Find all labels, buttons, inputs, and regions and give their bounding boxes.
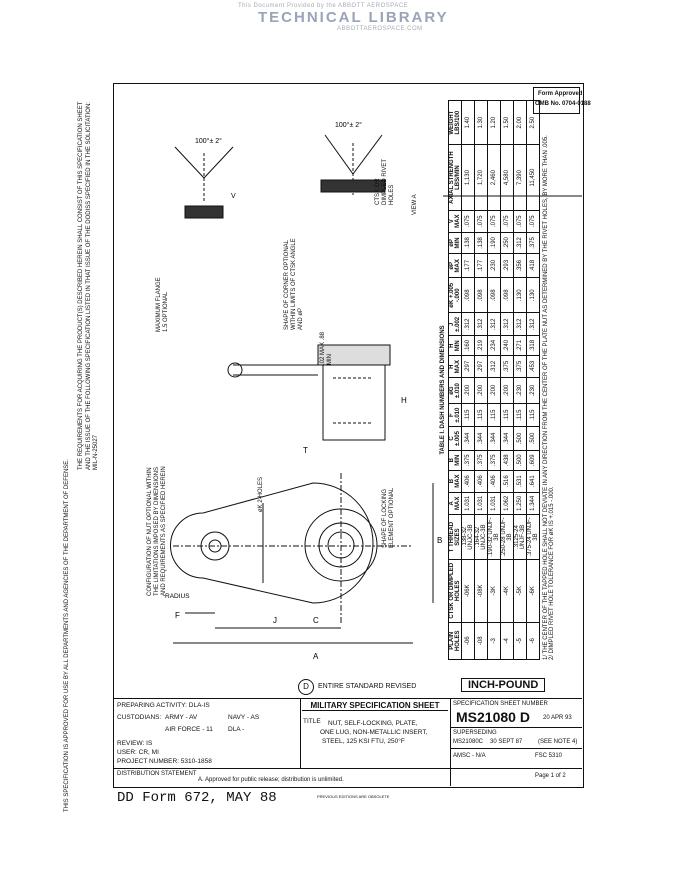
table-cell: .344 bbox=[462, 427, 475, 451]
table-cell: .375 bbox=[501, 356, 514, 378]
table-cell: .375 bbox=[488, 450, 501, 470]
table-cell: .115 bbox=[475, 404, 488, 427]
ctsk-note: CTSK OR DIMPLED RIVET HOLES bbox=[375, 159, 395, 205]
table-cell: .115 bbox=[527, 404, 540, 427]
col-h-max: H MAX bbox=[449, 356, 462, 378]
ctsk-section-1 bbox=[185, 206, 223, 218]
dd-form-label: DD Form 672, MAY 88 bbox=[117, 790, 277, 806]
table-cell: .609 bbox=[527, 450, 540, 470]
table-cell: .075 bbox=[527, 210, 540, 232]
table-cell: .075 bbox=[514, 210, 527, 232]
header-source: This Document Provided by the ABBOTT AEROSPACE bbox=[238, 3, 409, 9]
table-cell: .500 bbox=[514, 427, 527, 451]
table-cell: .075 bbox=[488, 210, 501, 232]
requirements-note: THE REQUIREMENTS FOR ACQUIRING THE PRODUCT(S) DESCRIBED HEREIN SHALL CONSIST OF THIS SPECIFICATION SHEET AND THE ISSUE OF THE FOLLOWING SPECIFICATION LISTED IN THAT ISSUE OF THE DODISS SPECIFIED IN THE SOLICITATION: MIL-N-25027 bbox=[78, 101, 99, 470]
table-cell: .115 bbox=[514, 404, 527, 427]
table-cell: 1,720 bbox=[475, 145, 488, 210]
table-cell: 1.20 bbox=[488, 101, 501, 145]
table-cell: .098 bbox=[501, 278, 514, 313]
table-cell: .138 bbox=[462, 232, 475, 254]
table-row bbox=[514, 101, 527, 660]
table-cell: -08 bbox=[475, 622, 488, 659]
table-cell: .190 bbox=[488, 232, 501, 254]
table-cell: .375 bbox=[462, 450, 475, 470]
table-cell: .115 bbox=[501, 404, 514, 427]
table-row bbox=[488, 101, 501, 660]
table-cell: .375 bbox=[475, 450, 488, 470]
table-cell: .312 bbox=[488, 313, 501, 336]
col-j: J ±.002 bbox=[449, 313, 462, 336]
table-cell: 2.00 bbox=[514, 101, 527, 145]
table-title: TABLE I. DASH NUMBERS AND DIMENSIONS bbox=[440, 325, 446, 455]
header-url: ABBOTTAEROSPACE.COM bbox=[337, 26, 423, 32]
table-cell: .075 bbox=[475, 210, 488, 232]
corner-note: SHAPE OF CORNER OPTIONAL WITHIN LIMITS OF CTSK ANGLE AND øP bbox=[284, 238, 304, 330]
table-cell: .312 bbox=[514, 313, 527, 336]
title-line-1: NUT, SELF-LOCKING, PLATE, bbox=[328, 720, 418, 727]
table-cell: .344 bbox=[501, 427, 514, 451]
table-cell: .375 bbox=[514, 356, 527, 378]
table-cell: .418 bbox=[527, 254, 540, 278]
table-cell: .160 bbox=[462, 336, 475, 356]
see-note: (SEE NOTE 4) bbox=[538, 739, 578, 745]
table-cell: .138 bbox=[475, 232, 488, 254]
table-cell: .312 bbox=[462, 313, 475, 336]
superseding-number: MS21080C bbox=[453, 739, 484, 745]
revised-text: ENTIRE STANDARD REVISED bbox=[318, 683, 417, 690]
amsc-label: AMSC - N/A bbox=[453, 753, 486, 759]
angle-label-1: 100°± 2° bbox=[195, 138, 222, 145]
table-cell: .293 bbox=[501, 254, 514, 278]
table-cell: .500 bbox=[527, 427, 540, 451]
col-k: øK +.005 -.000 bbox=[449, 278, 462, 313]
table-cell: .098 bbox=[462, 278, 475, 313]
table-cell: .075 bbox=[462, 210, 475, 232]
table-cell: -5 bbox=[514, 622, 527, 659]
table-cell: .230 bbox=[514, 378, 527, 404]
table-cell: .3125-24 UNJF-3B bbox=[514, 515, 527, 560]
table-cell: .250 bbox=[501, 232, 514, 254]
title-line-2: ONE LUG, NON-METALLIC INSERT, bbox=[320, 729, 428, 736]
col-p-max: øP MAX bbox=[449, 254, 462, 278]
table-cell: 1.30 bbox=[475, 101, 488, 145]
revision-letter: D bbox=[298, 679, 314, 695]
table-cell: -06 bbox=[462, 622, 475, 659]
t-dim-label: T bbox=[303, 446, 308, 455]
approval-note: THIS SPECIFICATION IS APPROVED FOR USE BY ALL DEPARTMENTS AND AGENCIES OF THE DEPARTMENT OF DEFENSE. bbox=[64, 459, 70, 812]
mil-spec-title: MILITARY SPECIFICATION SHEET bbox=[302, 701, 448, 711]
flange-note: MAXIMUM FLANGE 1.5 OPTIONAL bbox=[156, 277, 169, 332]
table-cell: 1.344 bbox=[527, 492, 540, 514]
distribution-label: DISTRIBUTION STATEMENT bbox=[117, 771, 197, 777]
review-label: REVIEW: IS bbox=[117, 740, 153, 747]
table-cell: .312 bbox=[514, 232, 527, 254]
table-cell: .312 bbox=[527, 313, 540, 336]
table-cell: .250-28 UNJF-3B bbox=[501, 515, 514, 560]
nut-body bbox=[323, 365, 385, 440]
table-row bbox=[475, 101, 488, 660]
col-h-min: H MIN bbox=[449, 336, 462, 356]
table-cell: .344 bbox=[488, 427, 501, 451]
radius-label: RADIUS bbox=[165, 593, 190, 600]
table-cell: .138-32 UNJC-3B bbox=[462, 515, 475, 560]
form-approved-label: Form Approved bbox=[538, 91, 583, 97]
table-cell: .200 bbox=[462, 378, 475, 404]
col-b-max: B MAX bbox=[449, 470, 462, 492]
table-note-1: 1/ THE CENTER OF THE TAPPED HOLE SHALL NOT DEVIATE IN ANY DIRECTION FROM THE CENTER OF THE PLATE NUT AS DETERMINED BY THE RIVET HOLES, BY MORE THAN .005. bbox=[543, 135, 549, 660]
omb-number: OMB No. 0704-0188 bbox=[535, 101, 591, 107]
table-cell: -4K bbox=[501, 560, 514, 623]
table-cell: .406 bbox=[488, 470, 501, 492]
table-cell: .312 bbox=[501, 313, 514, 336]
table-cell: .200 bbox=[501, 378, 514, 404]
table-cell: .219 bbox=[475, 336, 488, 356]
table-cell: -06K bbox=[462, 560, 475, 623]
table-cell: 1.031 bbox=[475, 492, 488, 514]
table-cell: .406 bbox=[462, 470, 475, 492]
b-dim-label: B bbox=[437, 536, 443, 545]
col-plain: PLAIN HOLES bbox=[449, 622, 462, 659]
f-dim-label: F bbox=[175, 611, 180, 620]
v-label: V bbox=[231, 193, 236, 200]
project-number: PROJECT NUMBER: 5310-1858 bbox=[117, 758, 212, 765]
table-cell: .356 bbox=[514, 254, 527, 278]
table-cell: .177 bbox=[462, 254, 475, 278]
col-t: T THREAD SIZES bbox=[449, 515, 462, 560]
table-cell: -6 bbox=[527, 622, 540, 659]
table-cell: 1.062 bbox=[501, 492, 514, 514]
table-cell: .098 bbox=[488, 278, 501, 313]
inch-pound-label: INCH-POUND bbox=[461, 678, 545, 692]
table-cell: 2,460 bbox=[488, 145, 501, 210]
table-cell: .318 bbox=[527, 336, 540, 356]
table-cell: .516 bbox=[501, 470, 514, 492]
table-cell: .098 bbox=[475, 278, 488, 313]
table-cell: .375 bbox=[527, 232, 540, 254]
table-row bbox=[462, 101, 475, 660]
dash-table-container bbox=[440, 100, 555, 660]
table-cell: .312 bbox=[488, 356, 501, 378]
table-cell: .200 bbox=[488, 378, 501, 404]
table-cell: .344 bbox=[475, 427, 488, 451]
table-note-2: 2/ DIMPLED RIVET HOLE TOLERANCE FOR øK IS +.015 -.000. bbox=[549, 486, 555, 660]
table-cell: .312 bbox=[475, 313, 488, 336]
table-cell: .164-32 UNJC-3B bbox=[475, 515, 488, 560]
table-cell: -3 bbox=[488, 622, 501, 659]
col-v: V MAX bbox=[449, 210, 462, 232]
superseding-date: 30 SEPT 87 bbox=[490, 739, 523, 745]
view-a-label: VIEW A bbox=[412, 194, 418, 215]
dash-numbers-table bbox=[448, 100, 540, 660]
obsolete-label: PREVIOUS EDITIONS ARE OBSOLETE bbox=[317, 794, 390, 799]
table-cell: -4 bbox=[501, 622, 514, 659]
col-strength: AXIAL STRENGTH LBS/MIN bbox=[449, 145, 462, 210]
angle-label-2: 100°± 2° bbox=[335, 122, 362, 129]
table-cell: .075 bbox=[501, 210, 514, 232]
spec-date: 20 APR 93 bbox=[543, 715, 572, 721]
col-ctsk: CTSK OR DIMPLED HOLES bbox=[449, 560, 462, 623]
superseding-label: SUPERSEDING bbox=[453, 730, 497, 736]
header-title: TECHNICAL LIBRARY bbox=[258, 9, 449, 26]
title-label: TITLE bbox=[303, 718, 321, 725]
user-label: USER: CR, MI bbox=[117, 749, 159, 756]
table-row bbox=[527, 101, 540, 660]
table-cell: .297 bbox=[462, 356, 475, 378]
table-cell: 1.031 bbox=[462, 492, 475, 514]
spec-number: MS21080 D bbox=[456, 709, 530, 725]
table-cell: .375-24 UNJF-3B bbox=[527, 515, 540, 560]
table-cell: 1.50 bbox=[501, 101, 514, 145]
table-cell: .240 bbox=[501, 336, 514, 356]
table-cell: .500 bbox=[514, 450, 527, 470]
custodians-label: CUSTODIANS: bbox=[117, 714, 162, 721]
table-cell: 1.031 bbox=[488, 492, 501, 514]
table-cell: 1.250 bbox=[514, 492, 527, 514]
holes-note: øK 2-HOLES bbox=[258, 476, 264, 512]
table-cell: -3K bbox=[488, 560, 501, 623]
table-cell: 4,580 bbox=[501, 145, 514, 210]
c-dim-label: C bbox=[313, 616, 319, 625]
table-cell: .190-32 UNJF-3B bbox=[488, 515, 501, 560]
distribution-text: A. Approved for public release; distribution is unlimited. bbox=[198, 777, 344, 783]
dash-table-body bbox=[462, 101, 540, 660]
config-note: CONFIGURATION OF NUT OPTIONAL WITHIN THE LIMITATIONS IMPOSED BY DIMENSIONS AND REQUIREMENTS AS SPECIFIED HEREIN bbox=[147, 466, 167, 596]
table-cell: .438 bbox=[501, 450, 514, 470]
col-weight: WEIGHT LBS/100 bbox=[449, 101, 462, 145]
table-cell: 1,130 bbox=[462, 145, 475, 210]
col-c: C ±.005 bbox=[449, 427, 462, 451]
col-b-min: B MIN bbox=[449, 450, 462, 470]
table-cell: .453 bbox=[527, 356, 540, 378]
table-cell: .230 bbox=[488, 254, 501, 278]
page-number: Page 1 of 2 bbox=[535, 773, 566, 779]
table-cell: .200 bbox=[475, 378, 488, 404]
table-cell: -08K bbox=[475, 560, 488, 623]
spec-sheet-label: SPECIFICATION SHEET NUMBER bbox=[453, 701, 548, 707]
col-f: F ±.010 bbox=[449, 404, 462, 427]
table-cell: .115 bbox=[488, 404, 501, 427]
table-cell: 11,450 bbox=[527, 145, 540, 210]
table-cell: .115 bbox=[462, 404, 475, 427]
title-line-3: STEEL, 125 KSI FTU, 250°F bbox=[322, 738, 405, 745]
table-cell: .531 bbox=[514, 470, 527, 492]
h-dim-label: H bbox=[401, 396, 407, 405]
j-dim-label: J bbox=[273, 616, 277, 625]
a-dim-label: A bbox=[313, 652, 319, 661]
custodian-army: ARMY - AV bbox=[165, 714, 198, 721]
locking-note: SHAPE OF LOCKING ELEMENT OPTIONAL bbox=[382, 487, 395, 548]
table-cell: .234 bbox=[488, 336, 501, 356]
table-cell: .230 bbox=[527, 378, 540, 404]
preparing-activity: PREPARING ACTIVITY: DLA-IS bbox=[117, 702, 210, 709]
table-cell: 1.40 bbox=[462, 101, 475, 145]
custodian-airforce: AIR FORCE - 11 bbox=[165, 726, 213, 733]
table-cell: .130 bbox=[527, 278, 540, 313]
table-cell: .177 bbox=[475, 254, 488, 278]
table-row bbox=[501, 101, 514, 660]
table-cell: .271 bbox=[514, 336, 527, 356]
table-cell: 7,390 bbox=[514, 145, 527, 210]
custodian-dla: DLA - bbox=[228, 726, 245, 733]
max-note: .02 MAX .88 MIN bbox=[320, 331, 333, 365]
table-cell: .641 bbox=[527, 470, 540, 492]
col-p-min: øP MIN bbox=[449, 232, 462, 254]
table-cell: 2.50 bbox=[527, 101, 540, 145]
table-cell: -5K bbox=[514, 560, 527, 623]
col-g: øG ±.010 bbox=[449, 378, 462, 404]
custodian-navy: NAVY - AS bbox=[228, 714, 260, 721]
table-cell: .297 bbox=[475, 356, 488, 378]
table-cell: .406 bbox=[475, 470, 488, 492]
col-a: A MAX bbox=[449, 492, 462, 514]
fsc-label: FSC 5310 bbox=[535, 753, 563, 759]
table-cell: .130 bbox=[514, 278, 527, 313]
table-cell: -6K bbox=[527, 560, 540, 623]
